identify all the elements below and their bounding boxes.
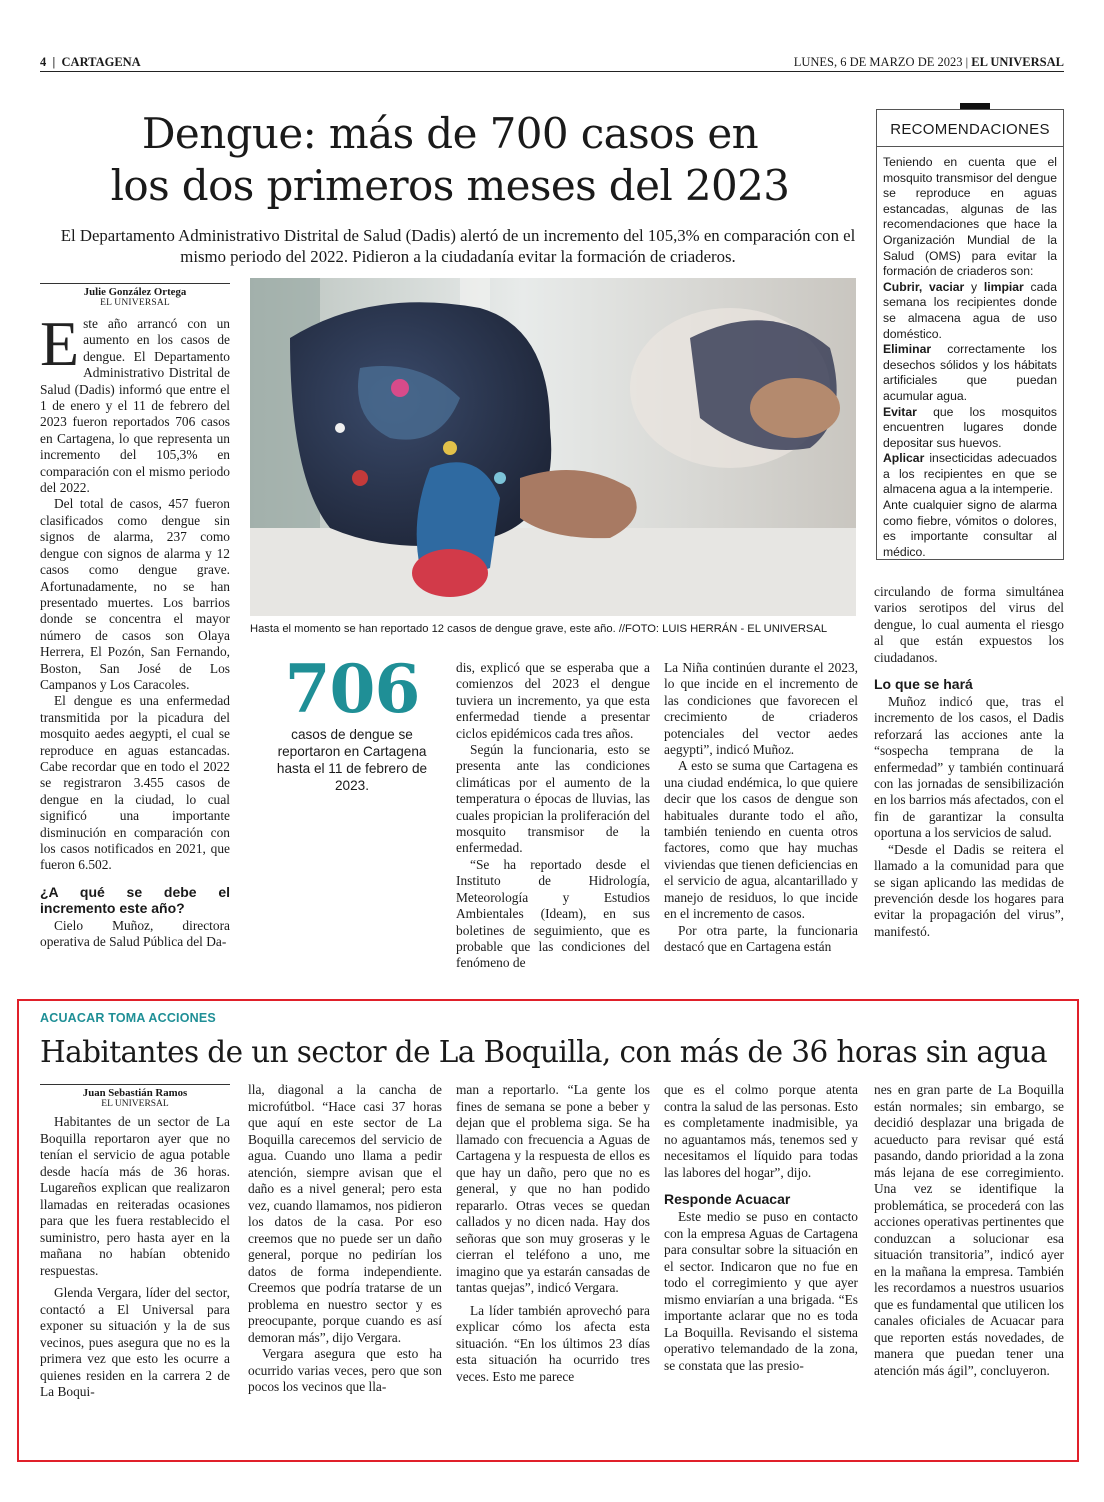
body-paragraph: Vergara asegura que esto ha ocurrido varias veces, pero que son pocos los vecinos que lla- <box>248 1346 442 1394</box>
second-article-headline: Habitantes de un sector de La Boquilla, con más de 36 horas sin agua <box>40 1035 1047 1069</box>
second-article-column-5 <box>874 1082 1064 1379</box>
header-separator: | <box>49 55 59 69</box>
recommendation-item: Cubrir, vaciar y limpiar cada semana los recipientes donde se almacena agua de uso doméstico. <box>883 279 1057 341</box>
photo-credit: //FOTO: LUIS HERRÁN - EL UNIVERSAL <box>618 623 828 635</box>
body-paragraph: A esto se suma que Cartagena es una ciudad endémica, lo que quiere decir que los casos de dengue son habituales durante todo el año, también teniendo en cuenta otros factores, como que hay muchas viviendas que tienen deficiencias en el servicio de agua, alcantarillado y manejo de residuos, lo que incide en el incremento de casos. <box>664 758 858 922</box>
body-paragraph: Glenda Vergara, líder del sector, contactó a El Universal para exponer su situación y la de sus vecinos, pues asegura que no es la primera vez que esto les ocurre a quienes residen en la carrera 2 de La Boqui- <box>40 1285 230 1399</box>
body-paragraph: Cielo Muñoz, directora operativa de Salud Pública del Da- <box>40 917 230 950</box>
author-outlet: EL UNIVERSAL <box>100 298 170 308</box>
article-column-1 <box>40 308 230 951</box>
subheading: Lo que se hará <box>874 676 973 693</box>
article-column-4 <box>664 660 858 955</box>
recommendation-item: Eliminar correctamente los desechos sólidos y los hábitats artificiales que puedan acumular agua. <box>883 342 1057 403</box>
second-article-kicker: ACUACAR TOMA ACCIONES <box>40 1011 216 1025</box>
dropcap: E <box>40 308 80 379</box>
recommendations-body <box>883 155 1057 560</box>
second-article-column-1 <box>40 1114 230 1401</box>
article-column-5 <box>874 584 1064 940</box>
photo-caption <box>250 622 856 636</box>
second-article-column-4 <box>664 1082 858 1374</box>
author-name: Julie González Ortega <box>83 286 187 298</box>
body-paragraph: man a reportarlo. “La gente los fines de semana se pone a beber y dejan que el problema siga. Se ha llamado con frecuencia a Aguas de Cartagena y la respuesta de ellos es que hay un daño, pero que no es general, y que no han podido repararlo. Otras veces se quedan callados y no dicen nada. Hay dos señoras que son muy groseras y le cierran el teléfono a uno, me imagino que ya estarán cansadas de tantas quejas”, indicó Vergara. <box>456 1082 650 1295</box>
issue-date: LUNES, 6 DE MARZO DE 2023 <box>793 55 963 69</box>
page-number: 4 <box>40 55 47 69</box>
author-name: Juan Sebastián Ramos <box>82 1087 188 1099</box>
body-paragraph: nes en gran parte de La Boquilla están normales; sin embargo, se decidió desplazar una brigada de acueducto para revisar qué está pasando, dando prioridad a la zona más lejana de ese corregimiento. Una vez se identifique la problemática, se procederá con las acciones operativas pertinentes que conduzcan a solucionar esa situación transitoria”, indicó ayer en la mañana la empresa. También les recordamos a nuestros usuarios que es fundamental que utilicen los canales oficiales de Acuacar para que reporten estás novedades, de manera que puedan tener una atención más ágil”, concluyeron. <box>874 1082 1064 1378</box>
main-headline-line1: Dengue: más de 700 casos en <box>141 109 759 158</box>
byline-rule <box>40 1084 230 1085</box>
author-outlet: EL UNIVERSAL <box>101 1099 169 1109</box>
caption-text: Hasta el momento se han reportado 12 casos de dengue grave, este año. <box>250 623 616 635</box>
main-headline <box>40 108 860 212</box>
body-paragraph: Del total de casos, 457 fueron clasificados como dengue sin signos de alarma, 237 como dengue con signos de alarma y 12 casos como dengue grave. Afortunadamente, no se han presentado muertes. Los barrios donde se concentra el mayor número de casos son Olaya Herrera, El Pozón, San Fernando, Boston, San José de Los Campanos y Los Caracoles. <box>40 496 230 692</box>
stat-number: 706 <box>284 650 420 728</box>
subheading: ¿A qué se debe el incremento este año? <box>40 883 230 916</box>
body-paragraph: Según la funcionaria, esto se presenta ante las condiciones climáticas por el aumento de la temperatura o épocas de lluvias, las cuales propician la proliferación del mosquito transmisor de la enfermedad. <box>456 742 650 856</box>
recommendation-item: Evitar que los mosquitos encuentren lugares donde depositar sus huevos. <box>883 404 1057 450</box>
body-paragraph: La Niña continúen durante el 2023, lo que incide en el incremento de las condiciones que favorecen el crecimiento de criaderos potenciales del vector aedes aegypti”, indicó Muñoz. <box>664 660 858 758</box>
recommendations-intro: Teniendo en cuenta que el mosquito transmisor del dengue se reproduce en aguas estancadas, algunas de las recomendaciones que hace la Organización Mundial de la Salud (OMS) para evitar la formación de criaderos son: <box>883 155 1057 279</box>
body-paragraph: lla, diagonal a la cancha de microfútbol. “Hace casi 37 horas que aquí en este sector de La Boquilla carecemos del servicio de agua. Cuando uno llama a pedir atención, siempre avisan que el daño es a nivel general; pero esta vez, cuando llamamos, nos pidieron los datos de la casa. Por eso creemos que no puede ser un daño general, porque no pedirían los datos de forma independiente. Creemos que podría tratarse de un problema en nuestro sector y es preocupante, porque cuando es así demoran más”, dijo Vergara. <box>248 1082 442 1345</box>
main-headline-line2: los dos primeros meses del 2023 <box>110 161 790 210</box>
body-paragraph: que es el colmo porque atenta contra la salud de las personas. Esto es completamente inadmisible, ya no aguantamos más, tenemos sed y necesitamos el líquido para todas las labores del hogar”, dijo. <box>664 1082 858 1180</box>
body-paragraph: La líder también aprovechó para explicar cómo los afecta esta situación. “En los últimos 23 días esta situación ha ocurrido tres veces. Esto me parece <box>456 1302 650 1384</box>
byline <box>40 1088 230 1110</box>
page-header <box>40 54 1064 72</box>
body-paragraph: Este medio se puso en contacto con la empresa Aguas de Cartagena para consultar sobre la situación en el sector. Indicaron que no fue en todo el corregimiento y que ayer mismo enviarían a una brigada. “Es importante aclarar que no es toda La Boquilla. Revisando el sistema operativo telemandado de la zona, se constata que las presio- <box>664 1209 858 1373</box>
body-paragraph: Por otra parte, la funcionaria destacó que en Cartagena están <box>664 922 858 954</box>
body-paragraph: circulando de forma simultánea varios serotipos del virus del dengue, lo cual aumenta el riesgo al que están expuestos los ciudadanos. <box>874 584 1064 665</box>
stat-description: casos de dengue se reportaron en Cartagena hasta el 11 de febrero de 2023. <box>276 727 428 793</box>
recommendations-box <box>876 109 1064 560</box>
byline <box>40 287 230 309</box>
subheading: Responde Acuacar <box>664 1191 791 1207</box>
main-deck: El Departamento Administrativo Distrital de Salud (Dadis) alertó de un incremento del 105,3% en comparación con el mismo periodo del 2022. Pidieron a la ciudadanía evitar la formación de criaderos. <box>60 226 856 266</box>
body-paragraph: “Se ha reportado desde el Instituto de Hidrología, Meteorología y Estudios Ambientales (Ideam), en sus boletines de seguimiento, que es probable que las condiciones del fenómeno de <box>456 856 650 971</box>
second-article-column-2 <box>248 1082 442 1396</box>
recommendations-closing: Ante cualquier signo de alarma como fiebre, vómitos o dolores, es importante consultar al médico. <box>883 498 1057 559</box>
page-section <box>40 55 141 70</box>
second-article-column-3 <box>456 1082 650 1385</box>
body-paragraph: “Desde el Dadis se reitera el llamado a la comunidad para que se sigan aplicando las medidas de prevención desde los hogares para evitar la propagación del virus”, manifestó. <box>874 841 1064 939</box>
body-paragraph: Muñoz indicó que, tras el incremento de los casos, el Dadis reforzará las acciones ante la “sospecha temprana de la enfermedad” y también continuará con las jornadas de sensibilización en los barrios más afectados, con el fin de garantizar la consulta oportuna a los servicios de salud. <box>874 694 1065 841</box>
body-paragraph: dis, explicó que se esperaba que a comienzos del 2023 el dengue tuviera un incremento, ya que esta enfermedad tiende a presentar ciclos epidémicos cada tres años. <box>456 660 650 741</box>
page-dateline: LUNES, 6 DE MARZO DE 2023 | EL UNIVERSAL <box>793 55 1064 69</box>
recommendations-title: RECOMENDACIONES <box>877 119 1063 147</box>
lead-paragraph: Este año arrancó con un aumento en los casos de dengue. El Departamento Administrativo Distrital de Salud (Dadis) informó que entre el 1 de enero y el 11 de febrero del 2023 fueron reportados 706 casos en Cartagena, lo que representa un incremento del 105,3% en comparación con el mismo periodo del 2022. <box>40 308 230 496</box>
body-paragraph: Habitantes de un sector de La Boquilla reportaron ayer que no tenían el servicio de agua potable desde hacía más de 36 horas. Lugareños explican que realizaron llamadas en reiteradas ocasiones para que les fuera restablecido el suministro, pero hasta ayer en la mañana no habían obtenido respuestas. <box>40 1114 230 1278</box>
section-name: CARTAGENA <box>61 55 141 69</box>
photo-illustration <box>250 278 856 616</box>
byline-rule <box>40 283 230 284</box>
body-paragraph: El dengue es una enfermedad transmitida por la picadura del mosquito aedes aegypti, el cual se reproduce en aguas estancadas. Cabe recordar que en todo el 2022 se registraron 3.455 casos de dengue en la ciudad, lo cual significó una importante disminución en comparación con los casos notificados en 2021, que fueron 6.502. <box>40 693 230 873</box>
article-photo <box>250 278 856 616</box>
paper-name: EL UNIVERSAL <box>971 55 1064 69</box>
recommendation-item: Aplicar insecticidas adecuados a los recipientes en que se almacena agua a la intemperie. <box>883 451 1057 497</box>
article-column-3 <box>456 660 650 972</box>
